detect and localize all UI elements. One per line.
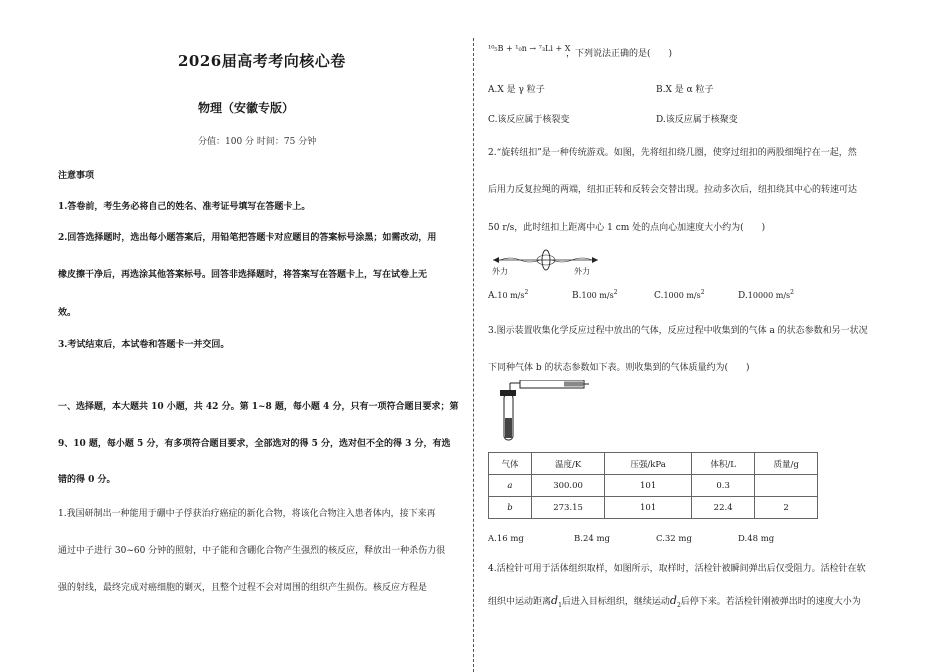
section1-line3: 错的得 0 分。 bbox=[58, 475, 116, 485]
gas-collection-apparatus-figure bbox=[492, 380, 592, 444]
q2-option-d: D.10000 $m/s^2$ bbox=[738, 289, 794, 301]
table-cell: 300.00 bbox=[531, 475, 604, 497]
table-cell: 22.4 bbox=[692, 497, 755, 519]
table-cell: b bbox=[489, 497, 532, 519]
table-cell: 273.15 bbox=[531, 497, 604, 519]
q2-option-a: A.10 $m/s^2$ bbox=[488, 289, 529, 301]
notice-item-2-line1: 2.回答选择题时，选出每小题答案后，用铅笔把答题卡对应题目的答案标号涂黑；如需改动，用 bbox=[58, 233, 437, 243]
table-header-row bbox=[489, 453, 818, 475]
table-cell: 0.3 bbox=[692, 475, 755, 497]
table-row bbox=[489, 475, 818, 497]
left-column bbox=[58, 0, 462, 672]
table-header-cell: 体积/L bbox=[692, 453, 755, 475]
q2-force-left-label: 外力 bbox=[492, 267, 508, 276]
column-divider bbox=[473, 38, 474, 672]
q2-option-a-value: 10 m/s bbox=[497, 291, 525, 300]
notice-item-3: 3.考试结束后，本试卷和答题卡一并交回。 bbox=[58, 340, 230, 350]
q1-line1: 1.我国研制出一种能用于硼中子俘获治疗癌症的新化合物，将该化合物注入患者体内，接下来再 bbox=[58, 509, 436, 519]
table-row bbox=[489, 497, 818, 519]
section1-line1: 一、选择题，本大题共 10 小题，共 42 分。第 1~8 题，每小题 4 分，只有一项符合题目要求；第 bbox=[58, 402, 459, 412]
table-header-cell: 质量/g bbox=[755, 453, 818, 475]
table-cell: 101 bbox=[605, 475, 692, 497]
q2-line2: 后用力反复拉绳的两端，纽扣正转和反转会交替出现。拉动多次后，纽扣绕其中心的转速可达 bbox=[488, 185, 858, 195]
q2-line1: 2.“旋转纽扣”是一种传统游戏。如图，先将纽扣绕几圈，使穿过纽扣的两股细绳拧在一起，然 bbox=[488, 148, 857, 158]
q4-d2: d bbox=[669, 594, 677, 607]
notice-heading: 注意事项 bbox=[58, 171, 95, 181]
exam-meta: 分值：100 分 时间：75 分钟 bbox=[198, 137, 317, 147]
q2-option-d-value: 10000 m/s bbox=[747, 291, 791, 300]
q2-option-c: C.1000 $m/s^2$ bbox=[654, 289, 705, 301]
q3-option-b: B.24 mg bbox=[574, 534, 610, 544]
table-cell: 101 bbox=[605, 497, 692, 519]
exam-subtitle: 物理（安徽专版） bbox=[198, 101, 295, 115]
notice-item-2-line3: 效。 bbox=[58, 308, 77, 318]
q3-option-d: D.48 mg bbox=[738, 534, 775, 544]
q1-option-a: A.X 是 γ 粒子 bbox=[488, 85, 545, 95]
q1-stem-tail: ，下列说法正确的是( ) bbox=[566, 49, 673, 59]
q1-line2: 通过中子进行 30~60 分钟的照射，中子能和含硼化合物产生强烈的核反应，释放出一种杀伤力很 bbox=[58, 546, 446, 556]
q3-option-c: C.32 mg bbox=[656, 534, 692, 544]
gas-parameter-table bbox=[488, 452, 818, 519]
q1-equation: ¹⁰₅B + ¹₀n → ⁷₃Li + X bbox=[488, 44, 571, 53]
table-header-cell: 压强/kPa bbox=[605, 453, 692, 475]
q4-line1: 4.活检针可用于活体组织取样，如图所示，取样时，活检针被瞬间弹出后仅受阻力。活检针在软 bbox=[488, 564, 866, 574]
q1-option-c: C.该反应属于核裂变 bbox=[488, 115, 570, 125]
table-cell: 2 bbox=[755, 497, 818, 519]
notice-item-2-line2: 橡皮擦干净后，再选涂其他答案标号。回答非选择题时，将答案写在答题卡上，写在试卷上无 bbox=[58, 270, 428, 280]
notice-item-1: 1.答卷前，考生务必将自己的姓名、准考证号填写在答题卡上。 bbox=[58, 202, 311, 212]
q4-d1: d bbox=[551, 594, 559, 607]
table-cell: a bbox=[489, 475, 532, 497]
q1-option-b: B.X 是 α 粒子 bbox=[656, 85, 714, 95]
q2-option-b-value: 100 m/s bbox=[581, 291, 614, 300]
exam-title: 2026届高考考向核心卷 bbox=[178, 52, 346, 70]
right-column bbox=[488, 0, 898, 672]
q2-option-c-value: 1000 m/s bbox=[663, 291, 701, 300]
table-cell bbox=[755, 475, 818, 497]
table-header-cell: 温度/K bbox=[531, 453, 604, 475]
table-header-cell: 气体 bbox=[489, 453, 532, 475]
q2-line3: 50 r/s，此时纽扣上距离中心 1 cm 处的点向心加速度大小约为( ) bbox=[488, 223, 766, 233]
q1-option-d: D.该反应属于核聚变 bbox=[656, 115, 738, 125]
q3-line2: 下同种气体 b 的状态参数如下表。则收集到的气体质量约为( ) bbox=[488, 363, 750, 373]
q3-line1: 3.图示装置收集化学反应过程中放出的气体，反应过程中收集到的气体 a 的状态参数和另一状况 bbox=[488, 326, 868, 336]
q2-force-right-label: 外力 bbox=[574, 267, 590, 276]
q3-option-a: A.16 mg bbox=[488, 534, 524, 544]
q2-option-b: B.100 $m/s^2$ bbox=[572, 289, 618, 301]
q4-line2: 组织中运动距离$d_1$后进入目标组织，继续运动$d_2$后停下来。若活检针刚被弹出时的速度大小为 bbox=[488, 594, 861, 609]
q1-line3: 强的射线，最终完成对癌细胞的剿灭，且整个过程不会对周围的组织产生损伤。核反应方程是 bbox=[58, 583, 428, 593]
section1-line2: 9、10 题，每小题 5 分，有多项符合题目要求，全部选对的得 5 分，选对但不全的得 3 分，有选 bbox=[58, 439, 451, 449]
